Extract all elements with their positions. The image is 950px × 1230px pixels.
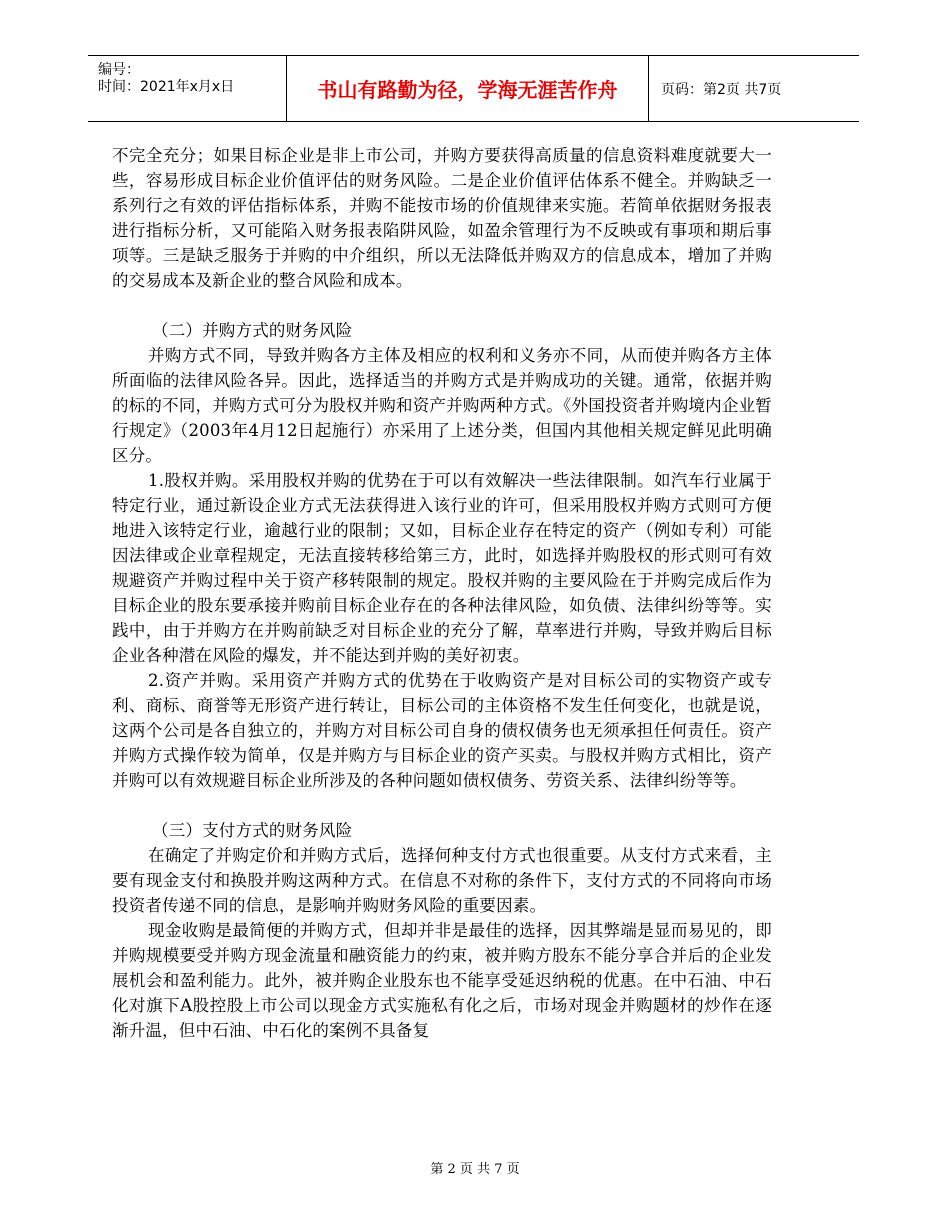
section-heading: （二）并购方式的财务风险 [152,321,353,340]
paragraph: 2.资产并购。采用资产并购方式的优势在于收购资产是对目标公司的实物资产或专利、商标、商誉等无形资产进行转让，目标公司的主体资格不发生任何变化，也就是说，这两个公司是各自独立的，并购方对目标公司自身的债权债务也无须承担任何责任。资产并购方式操作较为简单，仅是并购方与目标企业的资产买卖。与股权并购方式相比，资产并购可以有效规避目标企业所涉及的各种问题如债权债务、劳资关系、法律纠纷等等。 [112,671,772,790]
code-label: 编号： [98,62,140,78]
section-heading: （三）支付方式的财务风险 [152,821,353,840]
document-body [112,143,772,1043]
document-header [88,55,859,122]
paragraph: 现金收购是最简便的并购方式，但却并非是最佳的选择，因其弊端是显而易见的，即并购规模要受并购方现金流量和融资能力的约束，被并购方股东不能分享合并后的企业发展机会和盈利能力。此外，被并购企业股东也不能享受延迟纳税的优惠。在中石油、中石化对旗下A股控股上市公司以现金方式实施私有化之后，市场对现金并购题材的炒作在逐渐升温，但中石油、中石化的案例不具备复 [112,921,772,1040]
paragraph: 并购方式不同，导致并购各方主体及相应的权利和义务亦不同，从而使并购各方主体所面临的法律风险各异。因此，选择适当的并购方式是并购成功的关键。通常，依据并购的标的不同，并购方式可分为股权并购和资产并购两种方式。《外国投资者并购境内企业暂行规定》（2003年4月12日起施行）亦采用了上述分类，但国内其他相关规定鲜见此明确区分。 [112,346,772,465]
header-meta [88,56,287,121]
time-label: 时间：2021年x月x日 [98,79,235,95]
header-page-label: 页码：第2页 共7页 [661,81,782,98]
header-motto: 书山有路勤为径，学海无涯苦作舟 [287,56,649,121]
page-footer: 第 2 页 共 7 页 [430,1162,520,1177]
paragraph: 1.股权并购。采用股权并购的优势在于可以有效解决一些法律限制。如汽车行业属于特定行业，通过新设企业方式无法获得进入该行业的许可，但采用股权并购方式则可方便地进入该特定行业，逾越行业的限制；又如，目标企业存在特定的资产（例如专利）可能因法律或企业章程规定，无法直接转移给第三方，此时，如选择并购股权的形式则可有效规避资产并购过程中关于资产移转限制的规定。股权并购的主要风险在于并购完成后作为目标企业的股东要承接并购前目标企业存在的各种法律风险，如负债、法律纠纷等等。实践中，由于并购方在并购前缺乏对目标企业的充分了解，草率进行并购，导致并购后目标企业各种潜在风险的爆发，并不能达到并购的美好初衷。 [112,471,772,665]
paragraph: 在确定了并购定价和并购方式后，选择何种支付方式也很重要。从支付方式来看，主要有现金支付和换股并购这两种方式。在信息不对称的条件下，支付方式的不同将向市场投资者传递不同的信息，是影响并购财务风险的重要因素。 [112,846,772,915]
paragraph: 不完全充分；如果目标企业是非上市公司，并购方要获得高质量的信息资料难度就要大一些，容易形成目标企业价值评估的财务风险。二是企业价值评估体系不健全。并购缺乏一系列行之有效的评估指标体系，并购不能按市场的价值规律来实施。若简单依据财务报表进行指标分析，又可能陷入财务报表陷阱风险，如盈余管理行为不反映或有事项和期后事项等。三是缺乏服务于并购的中介组织，所以无法降低并购双方的信息成本，增加了并购的交易成本及新企业的整合风险和成本。 [112,146,772,290]
